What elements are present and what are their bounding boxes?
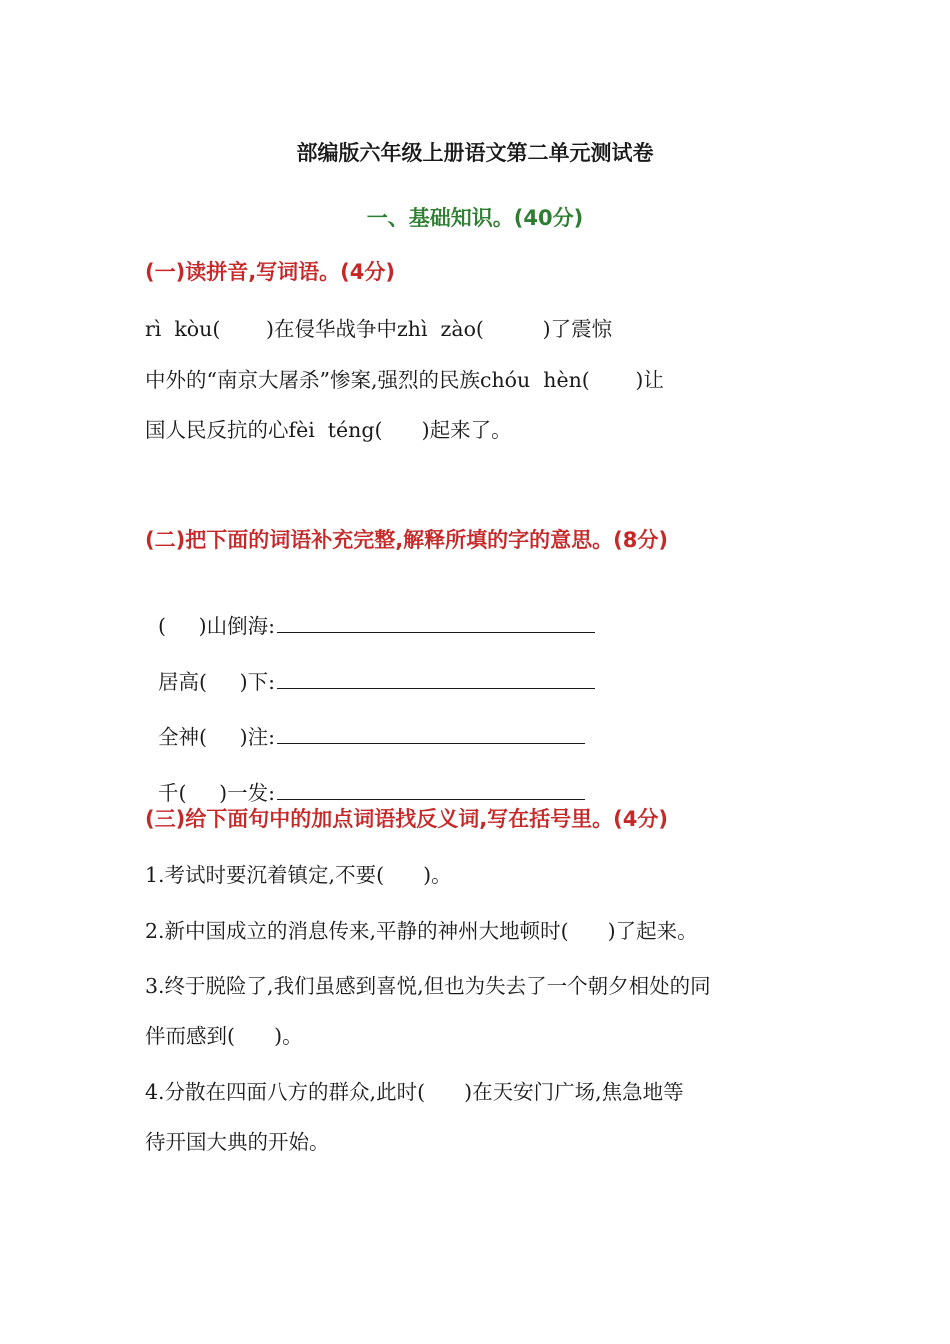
page-title: 部编版六年级上册语文第二单元测试卷	[296, 141, 654, 165]
question-line-3a: 3.终于脱险了,我们虽感到喜悦,但也为失去了一个朝夕相处的同	[145, 974, 711, 998]
part-two-heading: (二)把下面的词语补充完整,解释所填的字的意思。(8分)	[145, 528, 668, 552]
idiom-item	[145, 582, 595, 640]
question-line-3b: 伴而感到( )。	[145, 1024, 303, 1048]
question-line-4a: 4.分散在四面八方的群众,此时( )在天安门广场,焦急地等	[145, 1080, 684, 1104]
idiom-item	[145, 638, 595, 696]
idiom-item-text: 千( )一发:	[158, 781, 276, 805]
idiom-item	[145, 693, 585, 751]
answer-blank[interactable]	[277, 666, 595, 689]
question-line-4b: 待开国大典的开始。	[145, 1130, 330, 1154]
part-one-heading: (一)读拼音,写词语。(4分)	[145, 260, 395, 284]
pinyin-line-1: rì kòu( )在侵华战争中zhì zào( )了震惊	[145, 317, 613, 341]
section-heading-basic-knowledge: 一、基础知识。(40分)	[366, 206, 584, 230]
answer-blank[interactable]	[277, 721, 585, 744]
pinyin-line-3: 国人民反抗的心fèi téng( )起来了。	[145, 418, 512, 442]
question-line-2: 2.新中国成立的消息传来,平静的神州大地顿时( )了起来。	[145, 919, 698, 943]
idiom-item-text: ( )山倒海:	[158, 614, 276, 638]
idiom-item-text: 全神( )注:	[158, 725, 276, 749]
answer-blank[interactable]	[277, 777, 585, 800]
question-line-1: 1.考试时要沉着镇定,不要( )。	[145, 863, 452, 887]
pinyin-line-2: 中外的“南京大屠杀”惨案,强烈的民族chóu hèn( )让	[145, 368, 664, 392]
answer-blank[interactable]	[277, 610, 595, 633]
part-three-heading: (三)给下面句中的加点词语找反义词,写在括号里。(4分)	[145, 807, 668, 831]
idiom-item-text: 居高( )下:	[158, 670, 276, 694]
idiom-item	[145, 749, 585, 807]
